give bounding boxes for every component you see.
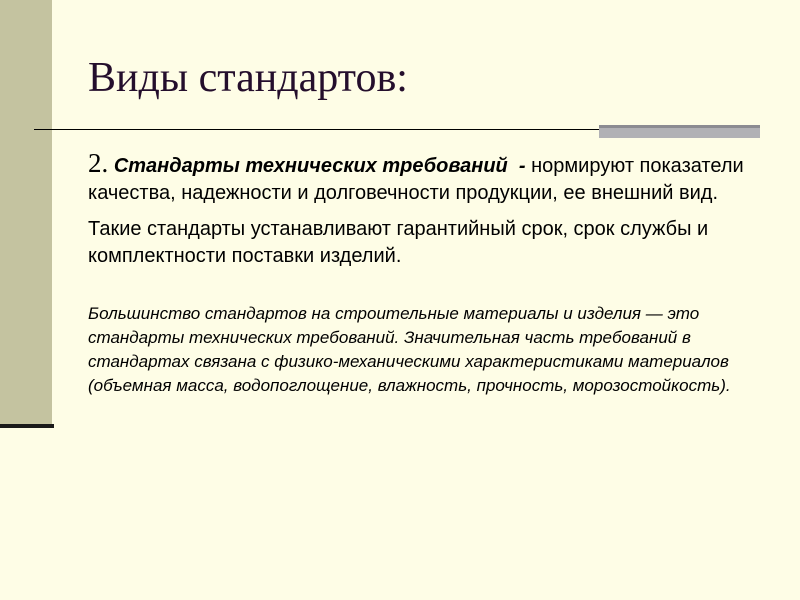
point-dash: - (518, 155, 526, 177)
slide-content (88, 150, 758, 398)
point-2 (88, 150, 758, 207)
note-paragraph: Большинство стандартов на строительные материалы и изделия — это стандарты технических требований. Значительная часть требований в стандартах связана с физико-механическими характеристиками материалов (объемная масса, водопоглощение, влажность, прочность, морозостойкость). (88, 304, 731, 395)
warranty-paragraph: Такие стандарты устанавливают гарантийный срок, срок службы и комплектности поставки изделий. (88, 218, 709, 267)
left-decorative-bar (0, 0, 52, 425)
title-divider-line (34, 129, 600, 130)
left-bar-bottom-edge (0, 424, 54, 428)
point-term: Стандарты технических требований (113, 155, 508, 177)
point-number: 2. (88, 148, 109, 178)
point-definition: нормируют показатели качества, надежности и долговечности продукции, ее внешний вид. (88, 155, 744, 204)
slide-title: Виды стандартов: (88, 55, 408, 101)
title-divider-accent (599, 125, 760, 138)
